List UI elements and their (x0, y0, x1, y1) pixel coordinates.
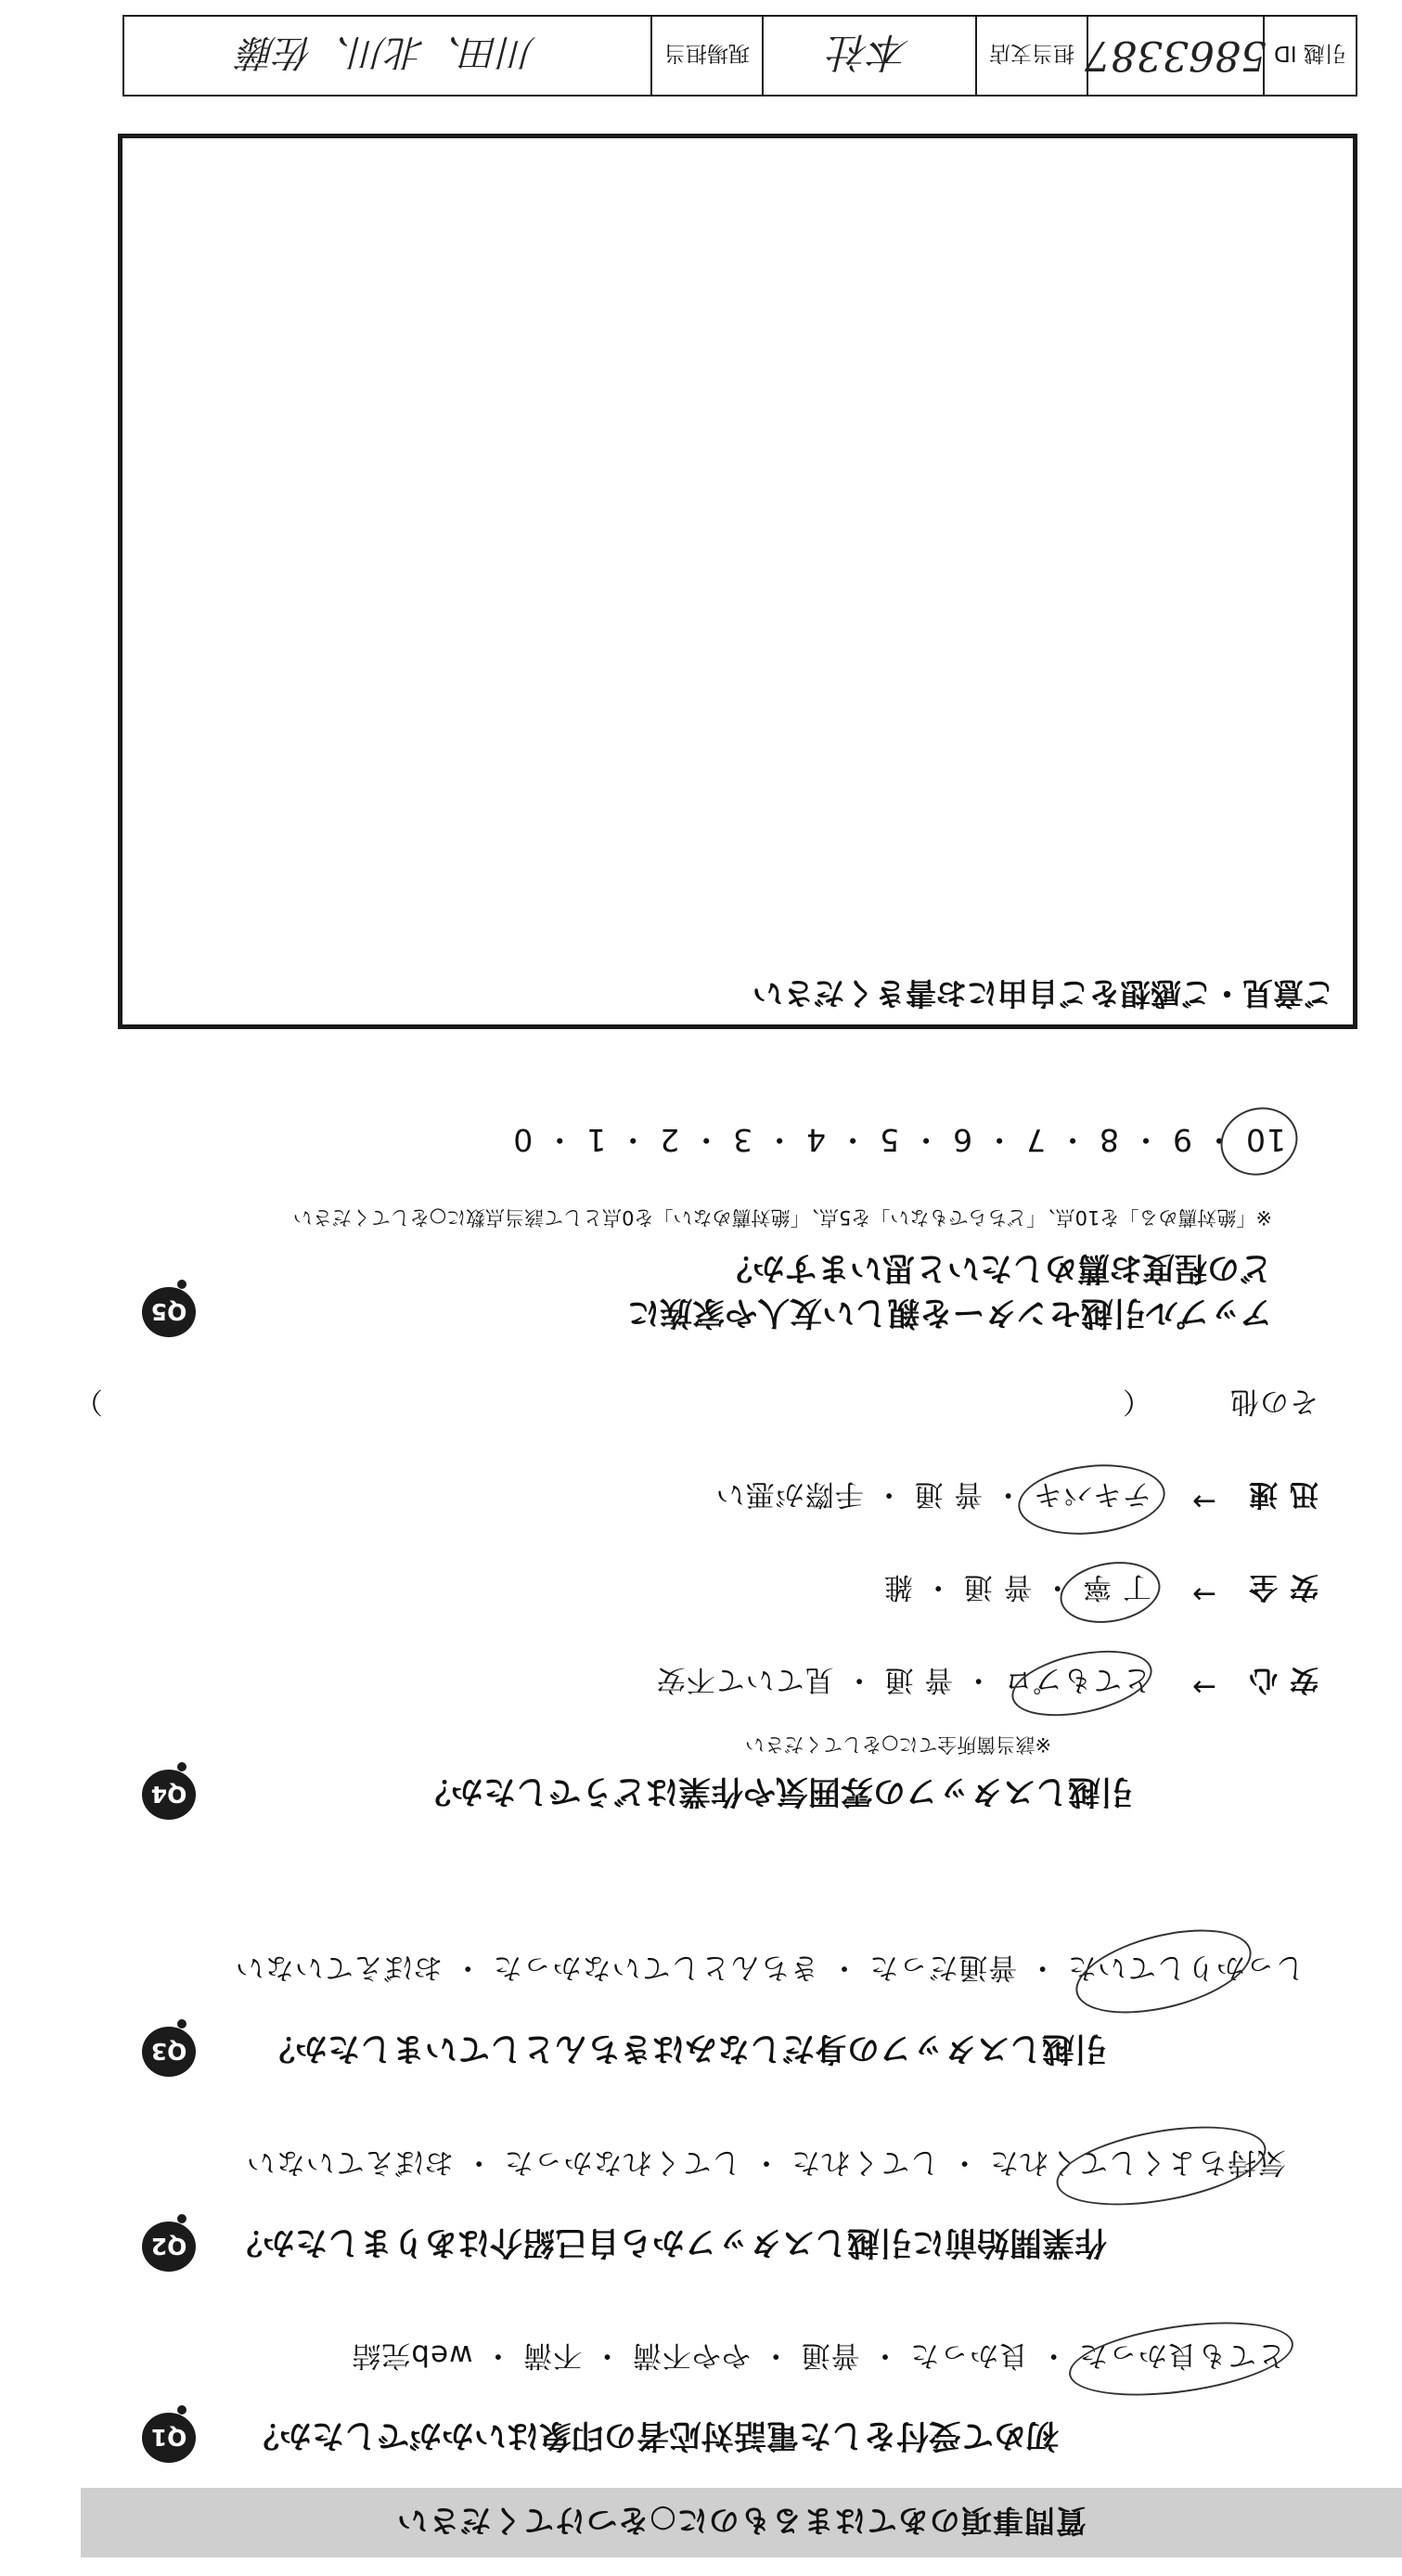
q4-row-choices-jinsoku: テキパキ ・ 普 通 ・ 手際が悪い (714, 1477, 1151, 1511)
q4-other-label: その他 (1229, 1385, 1318, 1418)
q5-note: ※「絶対薦める」を10点、「どちらでもない」を5点、「絶対薦めない」を0点として該当点数に○をしてください (292, 1206, 1272, 1229)
q5-question-line2: どの程度お薦めしたいと思いますか？ (719, 1249, 1272, 1286)
q2-choices: 気持ちよくしてくれた ・ してくれた ・ してくれなかった ・ おぼえていない (245, 2145, 1286, 2179)
q4-row-choices-anshin: とてもプロ ・ 普 通 ・ 見ていて不安 (655, 1663, 1151, 1696)
comment-heading: ご意見・ご感想をご自由にお書きください (752, 975, 1334, 1011)
q4-other-close: ） (73, 1385, 103, 1418)
arrow-icon: → (1191, 1670, 1216, 1704)
q4-row-label-anshin: 安 心 (1248, 1663, 1318, 1696)
q4-jinsoku-circle-mark (1015, 1458, 1169, 1541)
move-id-label: 引越 ID (1263, 17, 1356, 95)
q5-scale: 10 ・ 9 ・ 8 ・ 7 ・ 6 ・ 5 ・ 4 ・ 3 ・ 2 ・ 1 ・ 0 (512, 1122, 1286, 1158)
q3-question: 引越しスタッフの身だしなみはきちんとしていましたか？ (262, 2029, 1107, 2067)
comment-box[interactable] (118, 134, 1357, 1029)
instruction-banner (81, 2488, 1402, 2557)
q4-anshin-circle-mark (1006, 1640, 1158, 1728)
move-id-value: 5863387 (1087, 17, 1263, 95)
q3-circle-mark (1067, 1914, 1259, 2029)
q2-circle-mark (1050, 2113, 1272, 2220)
q5-question-line1: アップル引越センターを親しい友人や家族に (627, 1294, 1272, 1331)
q4-badge: Q4 (142, 1770, 196, 1820)
q2-question: 作業開始前に引越しスタッフから自己紹介はありましたか？ (229, 2223, 1107, 2260)
q5-score-circle-mark (1212, 1098, 1306, 1185)
q4-row-label-jinsoku: 迅 速 (1248, 1477, 1318, 1511)
instruction-text: 質問事項のあてはまるものに○をつけてください (396, 2503, 1087, 2539)
branch-value: 本社 (762, 17, 975, 95)
q3-choices: しっかりしていた ・ 普通だった ・ きちんとしていなかった ・ おぼえていない (234, 1951, 1305, 1984)
q1-choices: とても良かった ・ 良かった ・ 普通 ・ やや不満 ・ 不満 ・ web完結 (351, 2338, 1286, 2372)
q1-circle-mark (1064, 2310, 1298, 2407)
q1-badge: Q1 (142, 2413, 196, 2463)
q4-note: ※該当箇所全てに○をしてください (745, 1733, 1051, 1756)
q4-anzen-circle-mark (1055, 1554, 1164, 1630)
arrow-icon: → (1191, 1485, 1216, 1518)
q4-other-open: （ (1122, 1385, 1151, 1418)
staff-label: 現場担当 (650, 17, 762, 95)
q4-question: 引越しスタッフの雰囲気や作業はどうでしたか？ (418, 1772, 1133, 1810)
arrow-icon: → (1191, 1578, 1216, 1611)
q4-row-choices-anzen: 丁 寧 ・ 普 通 ・ 雑 (882, 1570, 1151, 1604)
q3-badge: Q3 (142, 2027, 196, 2077)
q2-badge: Q2 (142, 2222, 196, 2272)
office-use-table (122, 15, 1357, 97)
branch-label: 担当支店 (975, 17, 1087, 95)
q1-question: 初めて受付をした電話対応者の印象はいかがでしたか？ (246, 2416, 1059, 2454)
staff-value: 川田、北川、佐藤 (238, 31, 536, 74)
q5-badge: Q5 (142, 1287, 196, 1337)
q4-row-label-anzen: 安 全 (1248, 1570, 1318, 1604)
